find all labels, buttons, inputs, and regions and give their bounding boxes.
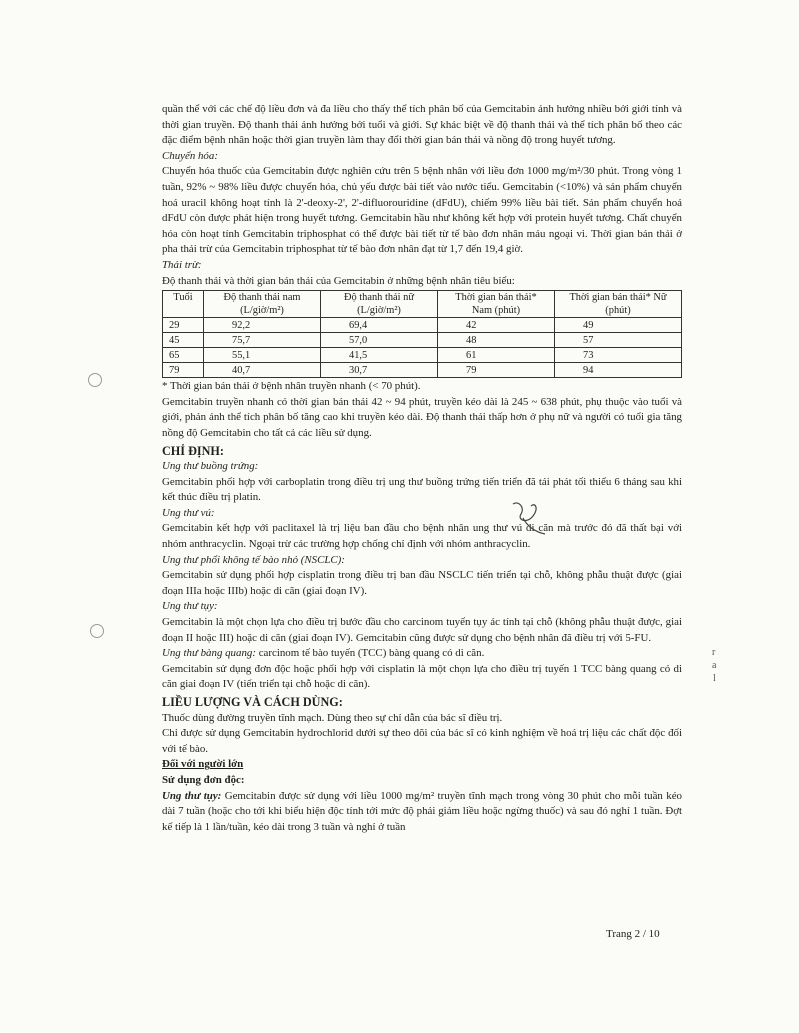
table-cell: 48	[438, 333, 555, 348]
subheading-monotherapy: Sử dụng đơn độc:	[162, 773, 245, 786]
table-cell: 94	[555, 363, 682, 378]
paragraph-distribution: quần thể với các chế độ liều đơn và đa liều cho thấy thể tích phân bố của Gemcitabin ảnh hưởng nhiều bởi giới tính và thời gian truyền. Độ thanh thải ảnh hưởng bởi tuổi và giới. Sự khác biệt về độ thanh thải và thể tích phân bố theo các đặc điểm bệnh nhân hoặc thời gian truyền làm thay đổi thời gian bán thải và nồng độ trong huyết tương.	[162, 103, 682, 147]
table-cell: 73	[555, 348, 682, 363]
paragraph-route: Thuốc dùng đường truyền tĩnh mạch. Dùng theo sự chỉ dẫn của bác sĩ điều trị.	[162, 711, 503, 724]
label-pancreatic-cancer: Ung thư tụy:	[162, 789, 222, 802]
paragraph-pancreatic-cancer: Gemcitabin là một chọn lựa cho điều trị bước đầu cho carcinom tuyến tụy ác tính tại chỗ (không phẫu thuật được, giai đoạn II hoặc III) hoặc di căn (giai đoạn IV). Gemcitabin cũng được sử dụng cho bệnh nhân đã điều trị với 5-FU.	[162, 616, 682, 644]
table-row	[163, 348, 682, 363]
document-body	[162, 102, 682, 835]
margin-mark: l	[713, 673, 716, 684]
pancreatic-dosage-text: Gemcitabin được sử dụng với liều 1000 mg/m² truyền tĩnh mạch trong vòng 30 phút cho mỗi tuần kéo dài 7 tuần (hoặc cho tới khi biểu hiện độc tính tới mức độ phải giảm liều hoặc ngừng thuốc) và sau đó nghỉ 1 tuần. Đợt kế tiếp là 1 lần/tuần, kéo dài trong 3 tuần và nghỉ ở tuần	[162, 789, 682, 833]
clearance-table	[162, 290, 682, 378]
table-cell: 65	[163, 348, 204, 363]
table-cell: 75,7	[204, 333, 321, 348]
table-cell: 42	[438, 318, 555, 333]
handwritten-initial-mark	[505, 498, 551, 538]
heading-indications: CHỈ ĐỊNH:	[162, 443, 224, 458]
table-cell: 29	[163, 318, 204, 333]
table-cell: 92,2	[204, 318, 321, 333]
table-cell: 45	[163, 333, 204, 348]
heading-metabolism: Chuyển hóa:	[162, 149, 218, 162]
page-number: Trang 2 / 10	[606, 928, 660, 940]
table-cell: 57,0	[321, 333, 438, 348]
heading-dosage: LIỀU LƯỢNG VÀ CÁCH DÙNG:	[162, 695, 343, 709]
paragraph-nsclc: Gemcitabin sử dụng phối hợp cisplatin trong điều trị ban đầu NSCLC tiến triển tại chỗ, không phẫu thuật được (giai đoạn IIIa hoặc IIIb) hoặc di căn (giai đoạn IV).	[162, 569, 682, 597]
table-cell: 79	[438, 363, 555, 378]
column-header: Thời gian bán thải* Nam (phút)	[438, 291, 555, 318]
table-caption: Độ thanh thải và thời gian bán thải của Gemcitabin ở những bệnh nhân tiêu biểu:	[162, 274, 515, 287]
paragraph-pancreatic-dosage	[162, 789, 682, 836]
table-cell: 55,1	[204, 348, 321, 363]
column-header: Độ thanh thải nữ (L/giờ/m²)	[321, 291, 438, 318]
table-row	[163, 363, 682, 378]
subheading-breast-cancer: Ung thư vú:	[162, 506, 215, 519]
table-cell: 49	[555, 318, 682, 333]
table-cell: 61	[438, 348, 555, 363]
table-header-row	[163, 291, 682, 318]
table-row	[163, 333, 682, 348]
column-header: Độ thanh thải nam (L/giờ/m²)	[204, 291, 321, 318]
subheading-adults: Đối với người lớn	[162, 758, 244, 771]
subheading-ovarian-cancer: Ung thư buồng trứng:	[162, 460, 259, 473]
punch-hole-mark	[88, 373, 102, 387]
column-header: Tuổi	[163, 291, 204, 318]
bladder-cancer-text: carcinom tế bào tuyến (TCC) bàng quang có di căn.	[255, 647, 485, 660]
table-footnote: * Thời gian bán thải ở bệnh nhân truyền nhanh (< 70 phút).	[162, 380, 421, 393]
table-row	[163, 318, 682, 333]
subheading-nsclc: Ung thư phổi không tế bào nhỏ (NSCLC):	[162, 553, 345, 566]
margin-mark: r	[712, 647, 716, 658]
column-header: Thời gian bán thải* Nữ (phút)	[555, 291, 682, 318]
paragraph-ovarian-cancer: Gemcitabin phối hợp với carboplatin trong điều trị ung thư buồng trứng tiến triển đã tái phát tối thiểu 6 tháng sau khi kết thúc điều trị platin.	[162, 475, 682, 504]
paragraph-supervision: Chỉ được sử dụng Gemcitabin hydrochlorid dưới sự theo dõi của bác sĩ có kinh nghiệm về hoá trị liệu các chất độc đối với tế bào.	[162, 727, 682, 755]
heading-elimination: Thải trừ:	[162, 258, 202, 271]
subheading-bladder-cancer: Ung thư bàng quang:	[162, 647, 256, 660]
paragraph-breast-cancer: Gemcitabin kết hợp với paclitaxel là trị liệu ban đầu cho bệnh nhân ung thư vú di căn mà trước đó đã thất bại với nhóm anthracyclin. Ngoại trừ các trường hợp chống chỉ định với nhóm anthracyclin.	[162, 522, 682, 551]
paragraph-metabolism: Chuyển hóa thuốc của Gemcitabin được nghiên cứu trên 5 bệnh nhân với liều đơn 1000 mg/m²/30 phút. Trong vòng 1 tuần, 92% ~ 98% liều được chuyển hóa, chủ yếu được bài tiết vào nước tiểu. Gemcitabin (<10%) và sản phẩm chuyển hoá uracil không hoạt tính là 2'-deoxy-2', 2'-difluorouridine (dFdU), chiếm 99% liều bài tiết. Sản phẩm chuyển hoá dFdU còn được phát hiện trong huyết tương. Gemcitabin hầu như không kết hợp với protein huyết tương. Chất chuyển hóa còn hoạt tính Gemcitabin triphosphat có thể được bài tiết từ tế bào đơn nhân máu ngoại vi. Thời gian bán thải ở pha thải trừ của Gemcitabin triphosphat từ tế bào đơn nhân đạt từ 1,7 đến 19,4 giờ.	[162, 165, 682, 256]
table-cell: 41,5	[321, 348, 438, 363]
margin-mark: a	[712, 660, 717, 671]
punch-hole-mark	[90, 624, 104, 638]
paragraph-bladder-cancer	[162, 646, 682, 662]
table-cell: 57	[555, 333, 682, 348]
paragraph-half-life: Gemcitabin truyền nhanh có thời gian bán thải 42 ~ 94 phút, truyền kéo dài là 245 ~ 638 phút, phụ thuộc vào tuổi và giới, phản ánh thể tích phân bố tăng cao khi truyền kéo dài. Độ thanh thải thấp hơn ở phụ nữ và người có tuổi gia tăng nồng độ Gemcitabin cho tất cả các liều sử dụng.	[162, 395, 682, 439]
table-cell: 79	[163, 363, 204, 378]
paragraph-bladder-treatment: Gemcitabin sử dụng đơn độc hoặc phối hợp với cisplatin là một chọn lựa cho điều trị tuyến 1 TCC bàng quang có di căn giai đoạn IV (tiến triển tại chỗ hoặc di căn).	[162, 662, 682, 691]
table-cell: 69,4	[321, 318, 438, 333]
subheading-pancreatic-cancer: Ung thư tụy:	[162, 600, 218, 613]
table-cell: 30,7	[321, 363, 438, 378]
table-cell: 40,7	[204, 363, 321, 378]
